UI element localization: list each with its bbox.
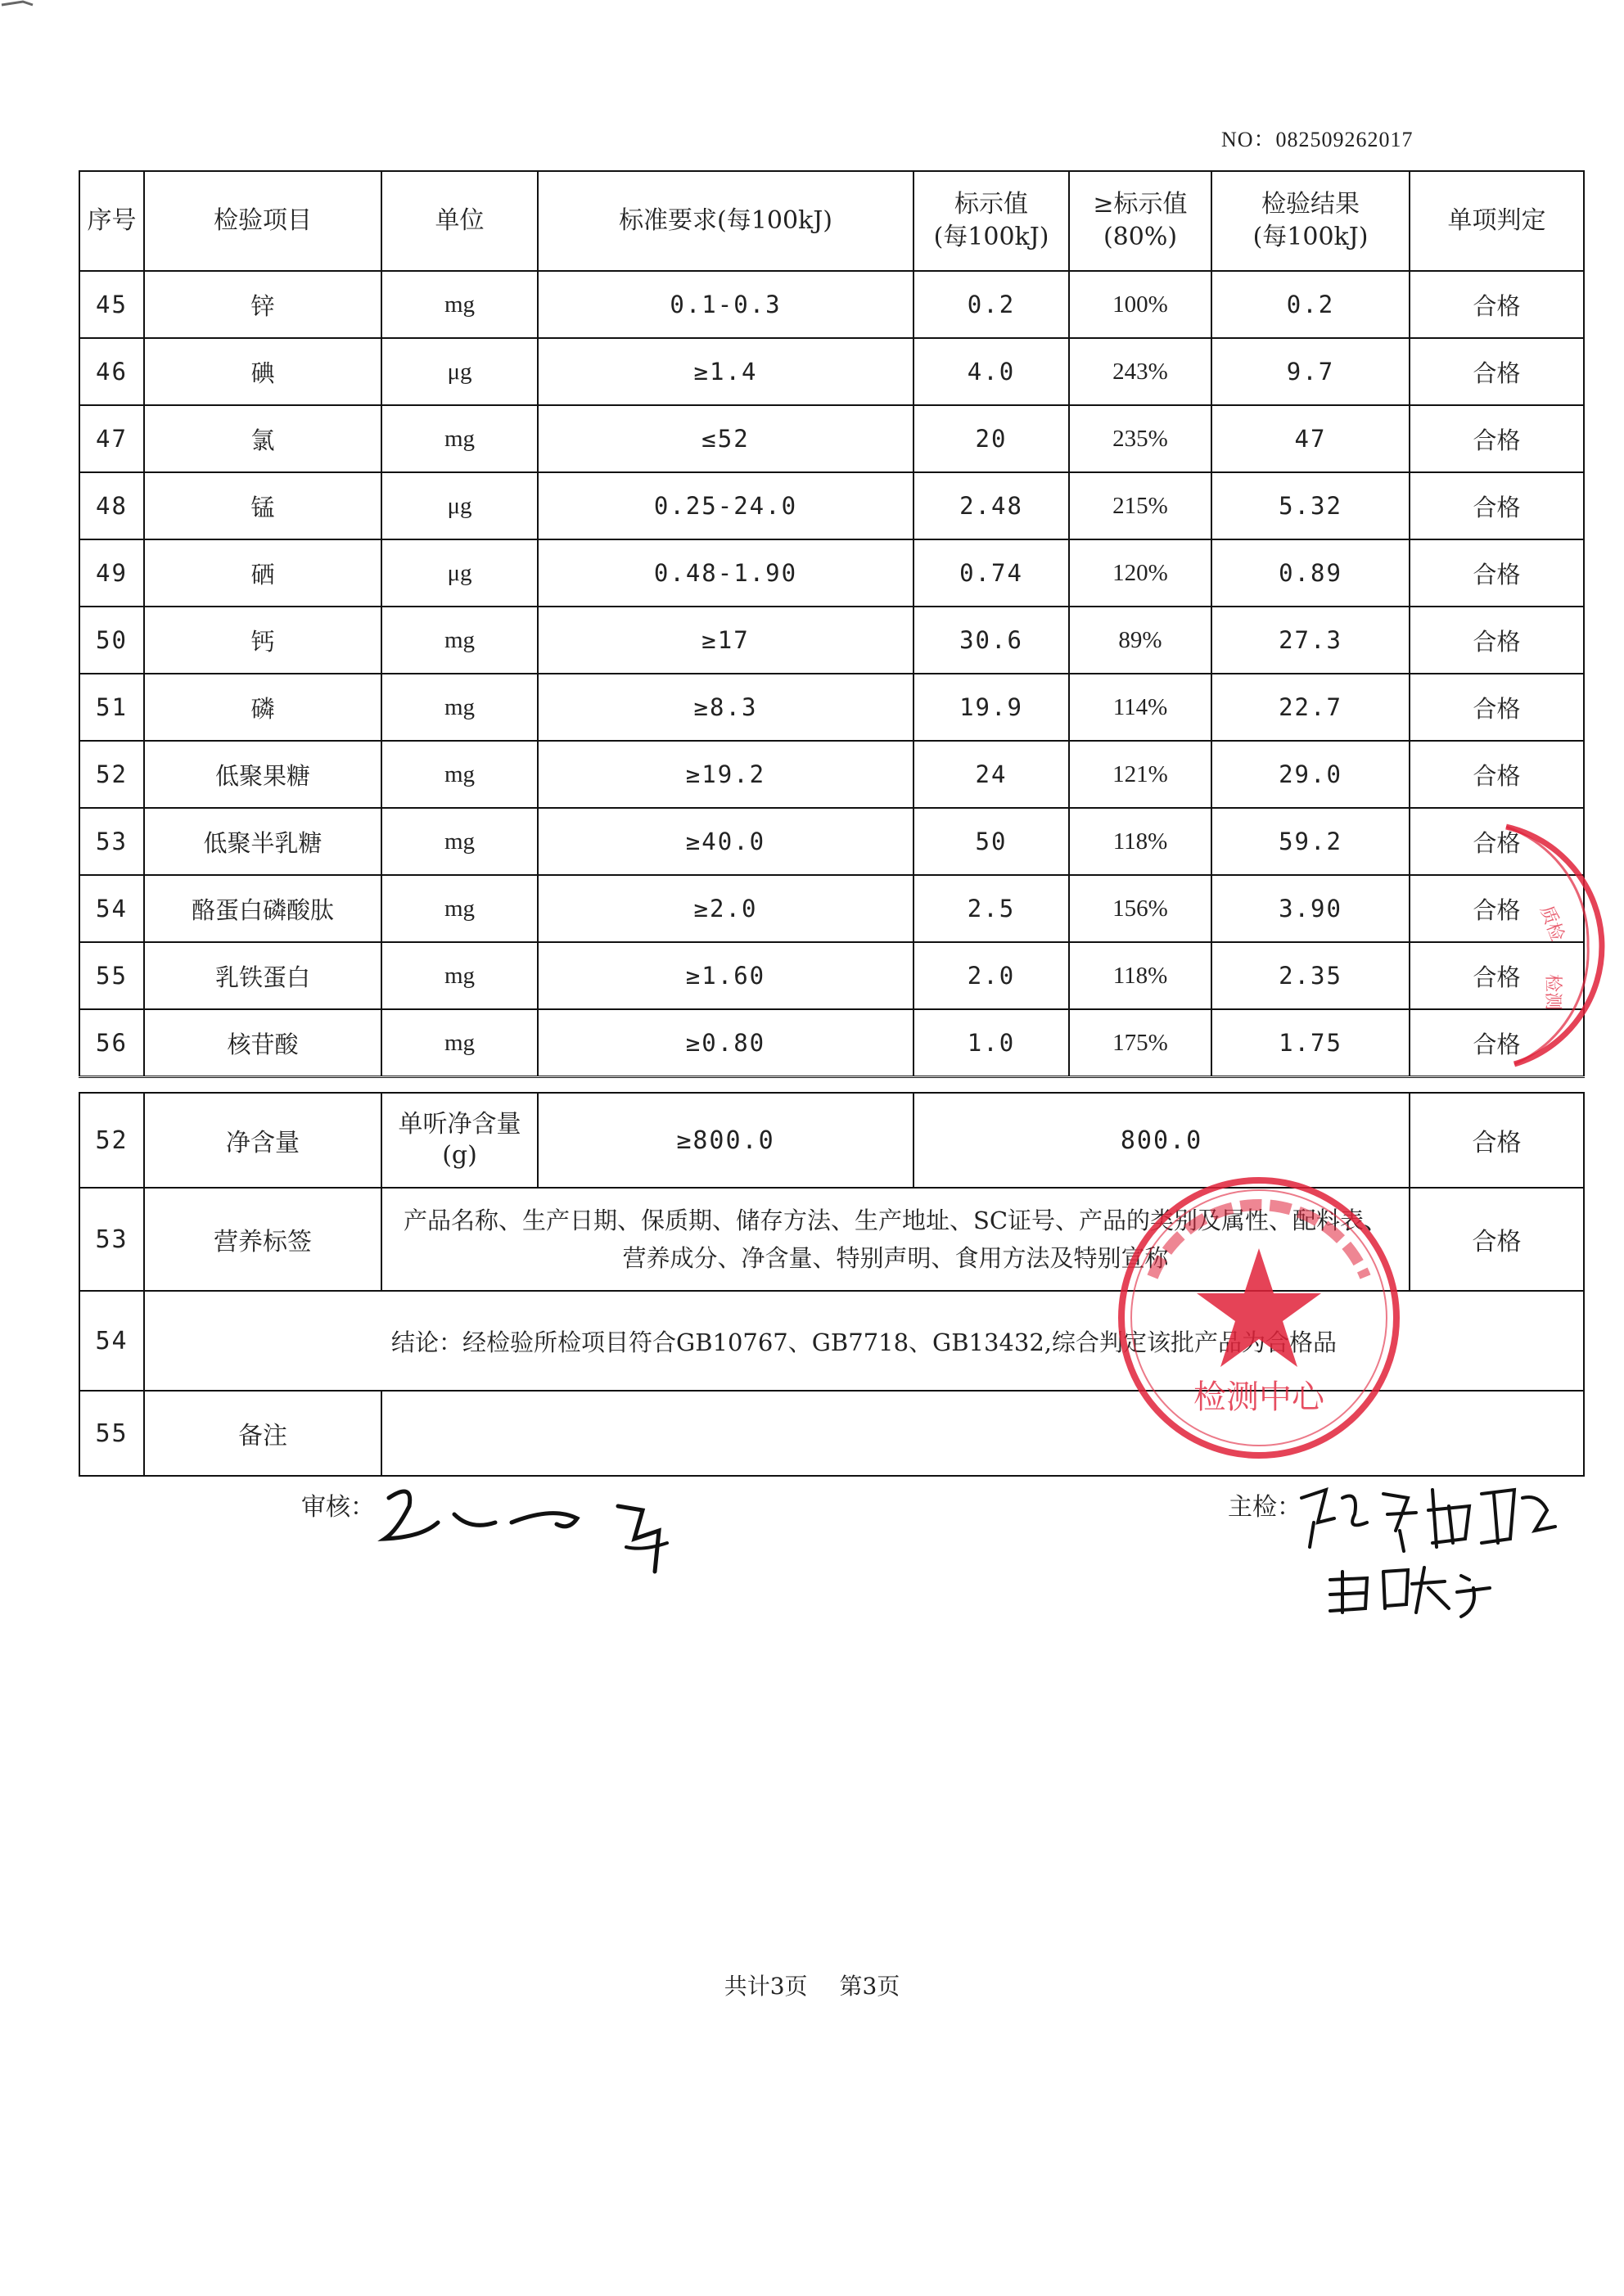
row-unit: μg [381,472,538,539]
row-standard: 0.25-24.0 [538,472,914,539]
header-item: 检验项目 [144,171,381,271]
row-no: 55 [79,942,144,1009]
scan-corner-mark [0,0,49,25]
net-content-no: 52 [79,1093,144,1188]
row-result: 29.0 [1211,741,1410,808]
row-ratio: 100% [1069,271,1211,338]
net-content-result: 800.0 [914,1093,1410,1188]
table-row [79,942,1584,1009]
row-standard: ≥2.0 [538,875,914,942]
row-unit: mg [381,942,538,1009]
row-label-value: 2.5 [914,875,1069,942]
reviewer-signature [372,1473,700,1596]
row-label-value: 24 [914,741,1069,808]
row-result: 5.32 [1211,472,1410,539]
row-item: 硒 [144,539,381,607]
row-ratio: 89% [1069,607,1211,674]
header-label-value: 标示值 (每100kJ) [914,171,1069,271]
header-verdict: 单项判定 [1410,171,1584,271]
row-verdict: 合格 [1410,1009,1584,1077]
row-result: 22.7 [1211,674,1410,741]
row-standard: ≥1.4 [538,338,914,405]
company-seal-stamp [1103,1162,1414,1473]
row-label-value: 1.0 [914,1009,1069,1077]
row-label-value: 30.6 [914,607,1069,674]
row-item: 低聚果糖 [144,741,381,808]
table-row [79,338,1584,405]
row-item: 酪蛋白磷酸肽 [144,875,381,942]
row-unit: μg [381,338,538,405]
row-item: 碘 [144,338,381,405]
table-row [79,808,1584,875]
header-unit: 单位 [381,171,538,271]
row-standard: 0.1-0.3 [538,271,914,338]
inspection-table [79,170,1585,1078]
nutrition-label-no: 53 [79,1188,144,1291]
row-standard: ≤52 [538,405,914,472]
reviewer-label: 审核： [301,1493,375,1522]
row-verdict: 合格 [1410,607,1584,674]
row-verdict: 合格 [1410,472,1584,539]
page-footer: 共计3页 第3页 [724,1973,900,2000]
row-result: 27.3 [1211,607,1410,674]
nutrition-label-verdict: 合格 [1410,1188,1584,1291]
net-content-standard: ≥800.0 [538,1093,914,1188]
row-verdict: 合格 [1410,942,1584,1009]
row-standard: ≥19.2 [538,741,914,808]
svg-text:检测中心: 检测中心 [1193,1378,1324,1416]
remarks-item: 备注 [144,1391,381,1476]
row-ratio: 235% [1069,405,1211,472]
header-standard: 标准要求(每100kJ) [538,171,914,271]
row-unit: mg [381,741,538,808]
row-label-value: 50 [914,808,1069,875]
row-standard: ≥17 [538,607,914,674]
table-row [79,1009,1584,1077]
header-ratio: ≥标示值 (80%) [1069,171,1211,271]
net-content-item: 净含量 [144,1093,381,1188]
row-ratio: 121% [1069,741,1211,808]
row-ratio: 156% [1069,875,1211,942]
row-item: 氯 [144,405,381,472]
conclusion-text: 结论：经检验所检项目符合GB10767、GB7718、GB13432,综合判定该批产品为合格品 [144,1291,1584,1391]
row-result: 47 [1211,405,1410,472]
inspector-label: 主检： [1228,1493,1301,1522]
row-no: 53 [79,808,144,875]
row-unit: mg [381,1009,538,1077]
table-row [79,405,1584,472]
row-verdict: 合格 [1410,741,1584,808]
row-no: 46 [79,338,144,405]
row-label-value: 2.48 [914,472,1069,539]
table-row [79,875,1584,942]
table-header-row [79,171,1584,271]
nutrition-label-text: 产品名称、生产日期、保质期、储存方法、生产地址、SC证号、产品的类别及属性、配料表、营养成分、净含量、特别声明、食用方法及特别宣称 [381,1188,1410,1291]
row-no: 49 [79,539,144,607]
row-item: 磷 [144,674,381,741]
table-row [79,674,1584,741]
row-result: 2.35 [1211,942,1410,1009]
partial-seal-stamp [1490,810,1621,1080]
row-result: 0.89 [1211,539,1410,607]
row-standard: ≥1.60 [538,942,914,1009]
row-ratio: 114% [1069,674,1211,741]
row-ratio: 175% [1069,1009,1211,1077]
table-row [79,271,1584,338]
table-row [79,607,1584,674]
row-label-value: 20 [914,405,1069,472]
row-ratio: 118% [1069,942,1211,1009]
net-content-verdict: 合格 [1410,1093,1584,1188]
header-seq: 序号 [79,171,144,271]
row-ratio: 120% [1069,539,1211,607]
row-standard: ≥0.80 [538,1009,914,1077]
row-verdict: 合格 [1410,808,1584,875]
row-unit: mg [381,271,538,338]
row-result: 9.7 [1211,338,1410,405]
row-no: 47 [79,405,144,472]
row-item: 锌 [144,271,381,338]
row-unit: mg [381,808,538,875]
header-result: 检验结果 (每100kJ) [1211,171,1410,271]
row-ratio: 215% [1069,472,1211,539]
table-row [79,539,1584,607]
row-label-value: 0.74 [914,539,1069,607]
row-ratio: 118% [1069,808,1211,875]
row-verdict: 合格 [1410,674,1584,741]
remarks-no: 55 [79,1391,144,1476]
row-unit: mg [381,405,538,472]
svg-text:检测: 检测 [1542,974,1563,1011]
row-no: 45 [79,271,144,338]
row-unit: mg [381,875,538,942]
row-verdict: 合格 [1410,539,1584,607]
table-row [79,472,1584,539]
row-item: 低聚半乳糖 [144,808,381,875]
row-label-value: 0.2 [914,271,1069,338]
row-verdict: 合格 [1410,875,1584,942]
conclusion-no: 54 [79,1291,144,1391]
net-content-unit: 单听净含量 (g) [381,1093,538,1188]
report-number: NO：082509262017 [1221,128,1414,151]
inspector-signature [1293,1473,1572,1629]
row-no: 56 [79,1009,144,1077]
table-row [79,741,1584,808]
row-unit: mg [381,607,538,674]
row-label-value: 4.0 [914,338,1069,405]
row-standard: 0.48-1.90 [538,539,914,607]
row-ratio: 243% [1069,338,1211,405]
row-verdict: 合格 [1410,338,1584,405]
row-item: 钙 [144,607,381,674]
row-no: 50 [79,607,144,674]
row-label-value: 19.9 [914,674,1069,741]
row-no: 48 [79,472,144,539]
row-result: 1.75 [1211,1009,1410,1077]
row-unit: μg [381,539,538,607]
row-verdict: 合格 [1410,271,1584,338]
row-result: 59.2 [1211,808,1410,875]
nutrition-label-item: 营养标签 [144,1188,381,1291]
svg-text:质检: 质检 [1536,903,1568,945]
row-standard: ≥40.0 [538,808,914,875]
row-no: 51 [79,674,144,741]
row-result: 0.2 [1211,271,1410,338]
row-result: 3.90 [1211,875,1410,942]
row-no: 54 [79,875,144,942]
row-label-value: 2.0 [914,942,1069,1009]
row-unit: mg [381,674,538,741]
row-no: 52 [79,741,144,808]
row-item: 核苷酸 [144,1009,381,1077]
row-item: 锰 [144,472,381,539]
row-verdict: 合格 [1410,405,1584,472]
row-standard: ≥8.3 [538,674,914,741]
row-item: 乳铁蛋白 [144,942,381,1009]
